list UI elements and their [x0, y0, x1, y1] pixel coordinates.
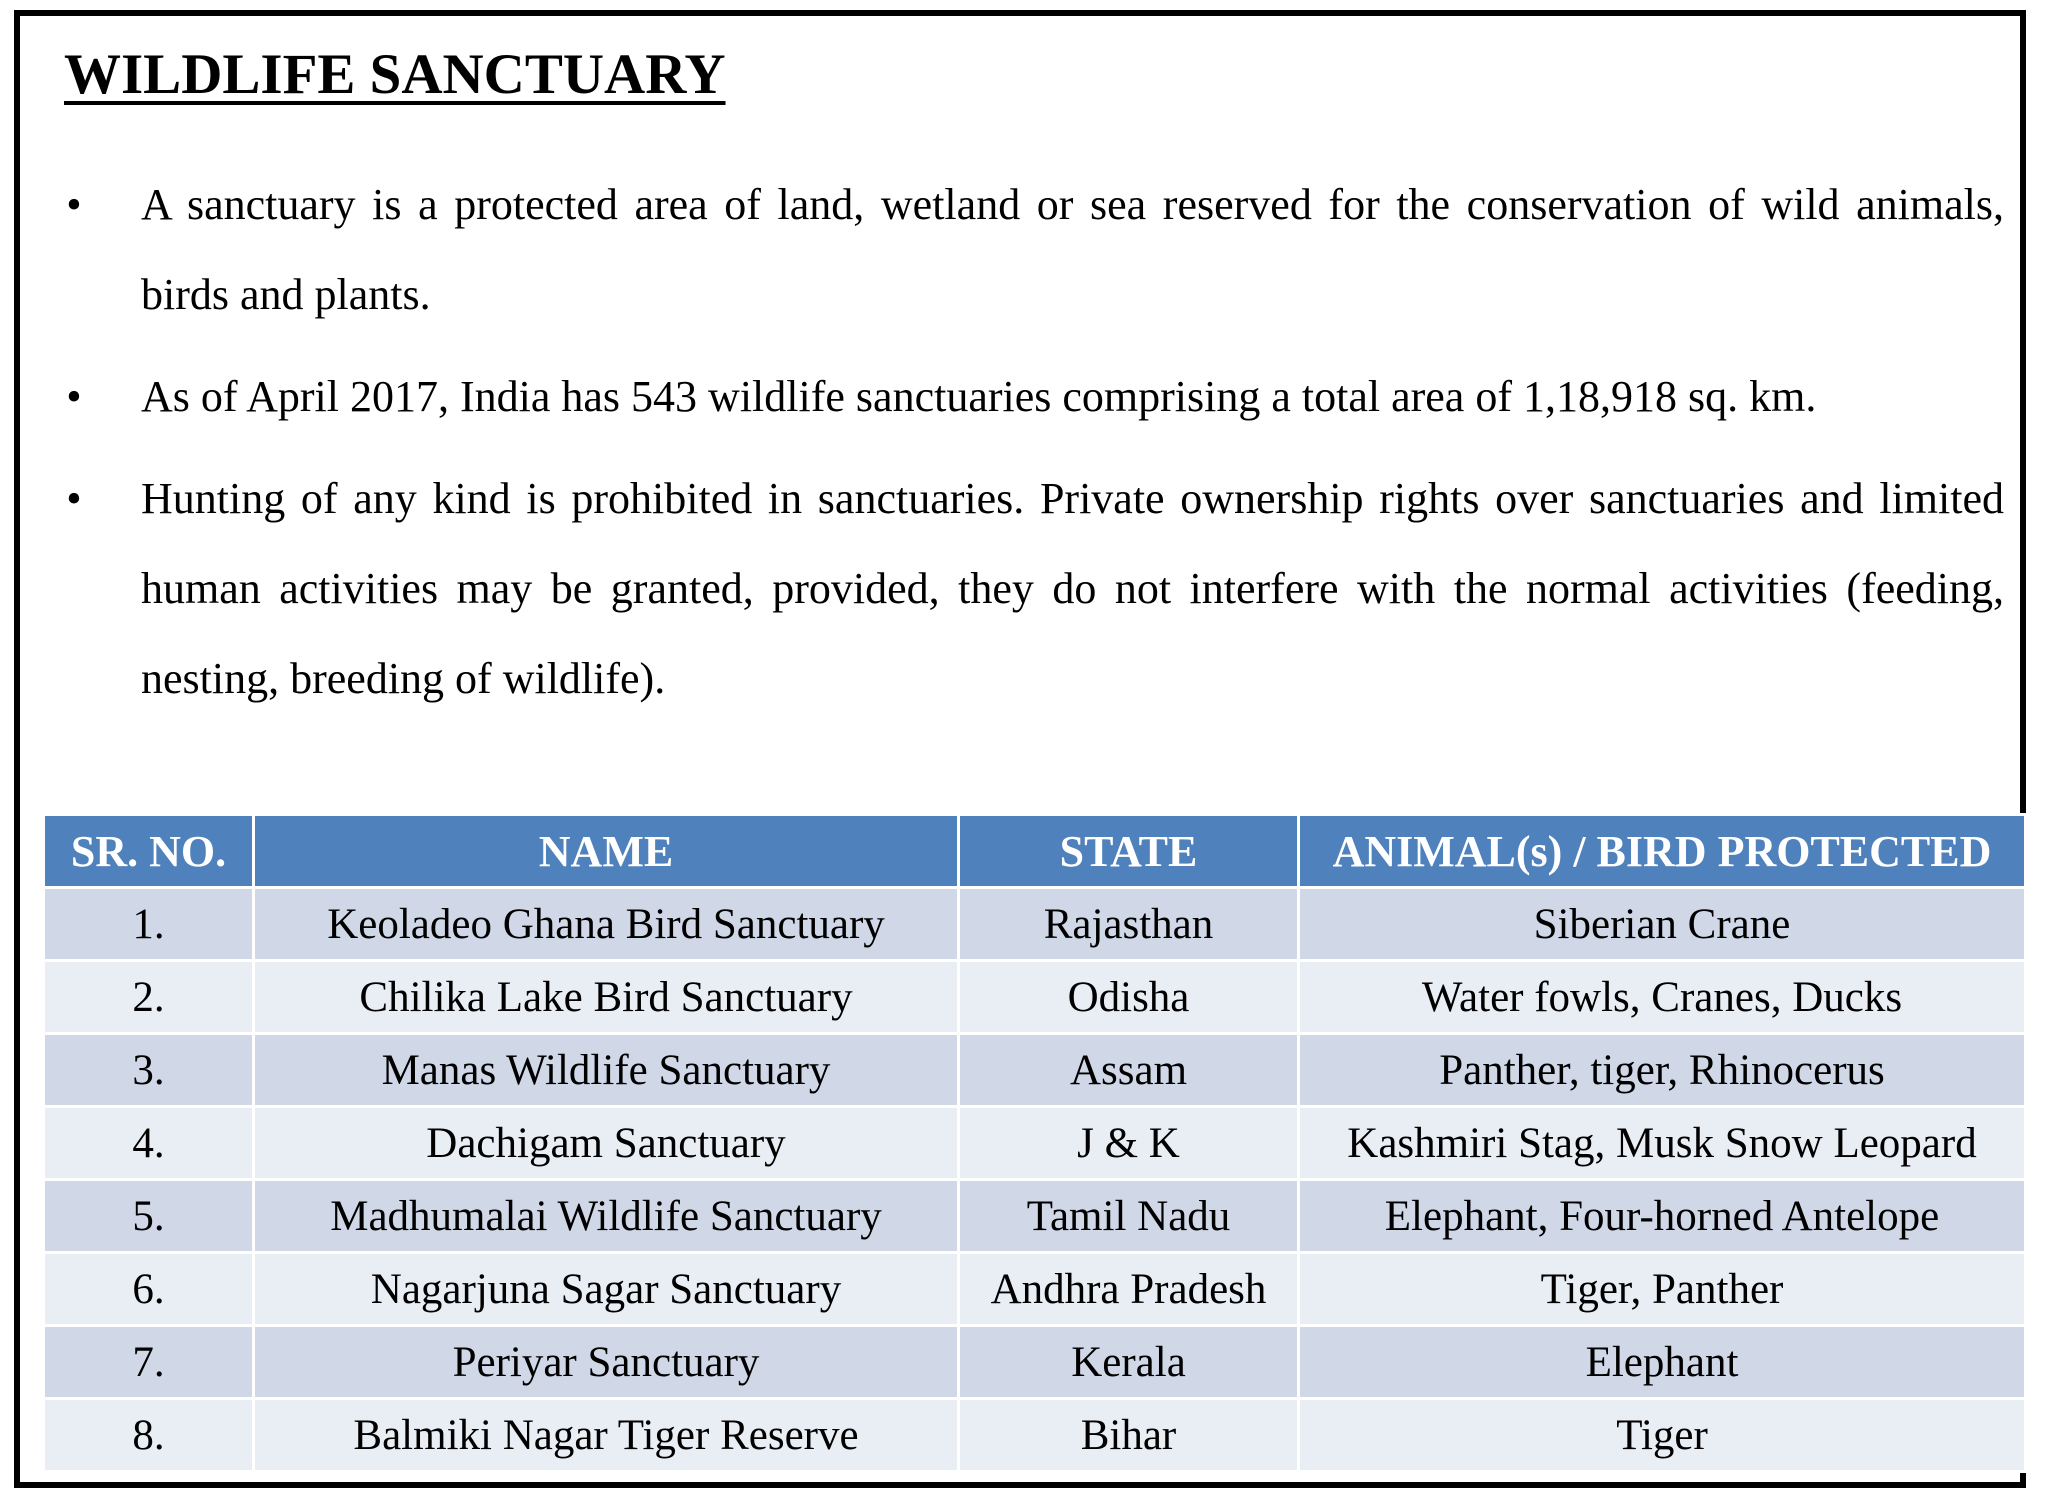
cell-animals: Water fowls, Cranes, Ducks — [1299, 961, 2026, 1034]
header-state: STATE — [959, 815, 1299, 888]
cell-name: Nagarjuna Sagar Sanctuary — [254, 1253, 959, 1326]
header-name: NAME — [254, 815, 959, 888]
cell-name: Chilika Lake Bird Sanctuary — [254, 961, 959, 1034]
cell-animals: Panther, tiger, Rhinocerus — [1299, 1034, 2026, 1107]
table-row — [44, 961, 2026, 1034]
header-sr-no: SR. NO. — [44, 815, 254, 888]
cell-state: Odisha — [959, 961, 1299, 1034]
cell-animals: Tiger, Panther — [1299, 1253, 2026, 1326]
cell-sr-no: 6. — [44, 1253, 254, 1326]
bullet-icon: • — [66, 372, 82, 421]
table-row — [44, 1107, 2026, 1180]
cell-animals: Tiger — [1299, 1399, 2026, 1472]
cell-sr-no: 7. — [44, 1326, 254, 1399]
cell-state: Rajasthan — [959, 888, 1299, 961]
cell-sr-no: 4. — [44, 1107, 254, 1180]
bullet-item — [64, 454, 2004, 724]
sanctuary-table-container — [42, 813, 2024, 1473]
table-row — [44, 1180, 2026, 1253]
cell-state: J & K — [959, 1107, 1299, 1180]
bullet-text: A sanctuary is a protected area of land, wetland or sea reserved for the conservation of wild animals, birds and plants. — [141, 180, 2004, 319]
cell-sr-no: 8. — [44, 1399, 254, 1472]
bullet-text: As of April 2017, India has 543 wildlife sanctuaries comprising a total area of 1,18,918 sq. km. — [141, 372, 1817, 421]
bullet-item — [64, 160, 2004, 340]
header-animals: ANIMAL(s) / BIRD PROTECTED — [1299, 815, 2026, 888]
cell-sr-no: 3. — [44, 1034, 254, 1107]
cell-sr-no: 1. — [44, 888, 254, 961]
slide-title: WILDLIFE SANCTUARY — [64, 43, 726, 106]
bullet-list — [64, 160, 2004, 736]
cell-sr-no: 2. — [44, 961, 254, 1034]
table-row — [44, 1034, 2026, 1107]
sanctuary-table — [42, 813, 2027, 1473]
bullet-icon: • — [66, 180, 82, 229]
cell-state: Bihar — [959, 1399, 1299, 1472]
cell-state: Assam — [959, 1034, 1299, 1107]
table-row — [44, 1253, 2026, 1326]
cell-state: Andhra Pradesh — [959, 1253, 1299, 1326]
cell-name: Balmiki Nagar Tiger Reserve — [254, 1399, 959, 1472]
cell-state: Kerala — [959, 1326, 1299, 1399]
bullet-item — [64, 352, 2004, 442]
cell-state: Tamil Nadu — [959, 1180, 1299, 1253]
bullet-icon: • — [66, 474, 82, 523]
cell-sr-no: 5. — [44, 1180, 254, 1253]
cell-name: Manas Wildlife Sanctuary — [254, 1034, 959, 1107]
table-row — [44, 1326, 2026, 1399]
table-row — [44, 1399, 2026, 1472]
cell-animals: Kashmiri Stag, Musk Snow Leopard — [1299, 1107, 2026, 1180]
table-row — [44, 888, 2026, 961]
cell-animals: Siberian Crane — [1299, 888, 2026, 961]
bullet-text: Hunting of any kind is prohibited in sanctuaries. Private ownership rights over sanctuaries and limited human activities may be granted, provided, they do not interfere with the normal activities (feeding, nesting, breeding of wildlife). — [141, 474, 2004, 703]
cell-name: Periyar Sanctuary — [254, 1326, 959, 1399]
cell-name: Madhumalai Wildlife Sanctuary — [254, 1180, 959, 1253]
cell-name: Keoladeo Ghana Bird Sanctuary — [254, 888, 959, 961]
table-header-row — [44, 815, 2026, 888]
cell-name: Dachigam Sanctuary — [254, 1107, 959, 1180]
cell-animals: Elephant — [1299, 1326, 2026, 1399]
cell-animals: Elephant, Four-horned Antelope — [1299, 1180, 2026, 1253]
